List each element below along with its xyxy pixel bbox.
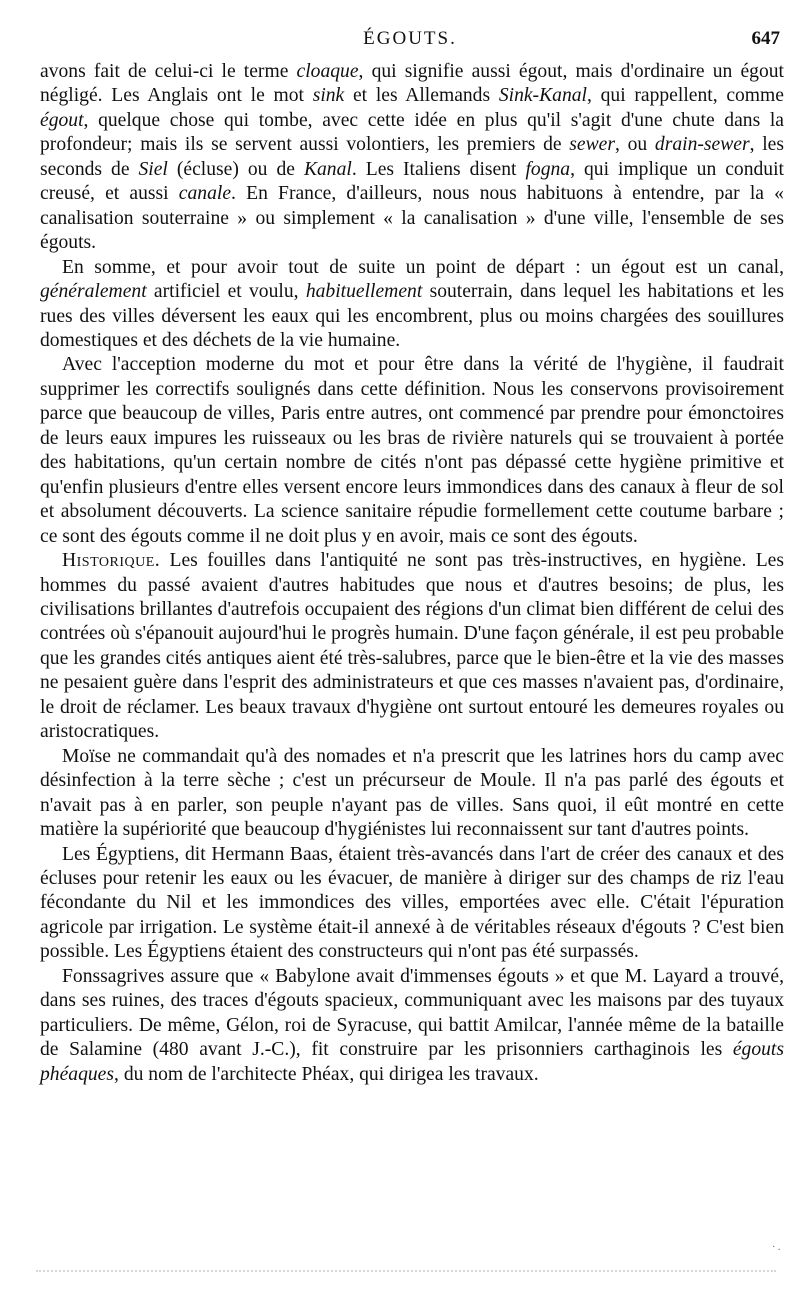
italic-term: sewer — [569, 134, 615, 156]
italic-term: Sink-Kanal — [498, 85, 587, 107]
italic-term: égouts phéaques — [40, 1039, 784, 1085]
page-header — [40, 28, 780, 52]
italic-term: canale — [178, 183, 232, 205]
italic-term: Siel — [138, 158, 168, 180]
italic-term: cloaque — [296, 61, 359, 82]
italic-term: fogna — [525, 158, 571, 180]
section-heading: Historique. — [62, 550, 161, 572]
text-run: , du nom de l'architecte Phéax, qui dirigea les travaux. — [114, 1063, 539, 1085]
text-run: , qui signifie aussi égout, mais d'ordinaire un égout négligé. Les Anglais ont le mot — [40, 61, 784, 107]
italic-term: généralement — [40, 281, 147, 303]
text-run: Avec l'acception moderne du mot et pour être dans la vérité de l'hygiène, il faudrait supprimer les correctifs soulignés dans cette définition. Nous les conservons provisoirement parce que beaucoup de villes, Paris entre autres, ont commencé par prendre pour émonctoires de leurs eaux impures les ruisseaux ou les bras de rivière naturels qui se trouvaient à portée des habitations, qu'un certain nombre de cités n'ont pas dépassé cette hygiène primitive et qu'enfin plusieurs d'entre elles versent encore leurs immondices dans des canaux à fleur de sol et absolument découverts. La science sanitaire répudie formellement cette coutume barbare ; ce sont des égouts comme il ne doit plus y en avoir, mais ce sont des égouts. — [40, 354, 784, 547]
text-run: Fonssagrives assure que « Babylone avait d'immenses égouts » et que M. Layard a trouvé, dans ses ruines, des traces d'égouts spacieux, communiquant avec les maisons par des tuyaux particuliers. De même, Gélon, roi de Syracuse, qui battit Amilcar, l'année même de la bataille de Salamine (480 avant J.-C.), fit construire par les prisonniers carthaginois les — [40, 965, 784, 1061]
paragraph — [40, 549, 784, 745]
text-run: souterrain, dans lequel les habitations et les rues des villes déversent les eaux qui les encombrent, plus ou moins chargées des souillures domestiques et des déchets de la vie humaine. — [40, 281, 784, 351]
paragraph — [40, 256, 784, 354]
text-run: artificiel et voulu, — [146, 281, 306, 303]
italic-term: égout — [40, 109, 84, 131]
page-number: 647 — [751, 28, 780, 49]
text-run: . Les Italiens disent — [351, 158, 526, 180]
text-run: , ou — [615, 134, 655, 156]
paragraph — [40, 745, 784, 843]
text-run: (écluse) ou de — [167, 158, 304, 180]
text-run: , qui rappellent, comme — [587, 85, 784, 107]
italic-term: sink — [312, 85, 345, 107]
italic-term: drain-sewer — [654, 134, 750, 156]
text-run: Moïse ne commandait qu'à des nomades et n'a prescrit que les latrines hors du camp avec désinfection à la terre sèche ; c'est un précurseur de Moule. Il n'a pas parlé des égouts et n'avait pas à en parler, son peuple n'ayant pas de villes. Sans quoi, il eût montré en cette matière la supériorité que beaucoup d'hygiénistes lui reconnaissent sur tant d'autres points. — [40, 745, 784, 841]
text-run: , qui implique un conduit creusé, et aussi — [40, 158, 784, 205]
bottom-bleed-marks — [36, 1270, 776, 1278]
paragraph — [40, 965, 784, 1087]
italic-term: habituellement — [305, 281, 423, 303]
margin-mark: · . — [772, 1242, 781, 1253]
body-text — [40, 60, 784, 1087]
text-run: , les seconds de — [40, 134, 784, 180]
paragraph — [40, 60, 784, 256]
paragraph — [40, 843, 784, 965]
running-head: ÉGOUTS. — [363, 28, 457, 49]
text-run: Les Égyptiens, dit Hermann Baas, étaient très-avancés dans l'art de créer des canaux et des écluses pour retenir les eaux ou les évacuer, de manière à diriger sur des champs de riz l'eau fécondante du Nil et les immondices des villes, emportées avec elle. C'était l'épuration agricole par irrigation. Le système était-il annexé à de véritables réseaux d'égouts ? C'est bien possible. Les Égyptiens étaient des constructeurs qui n'ont pas été surpassés. — [40, 843, 784, 963]
text-run: . En France, d'ailleurs, nous nous habituons à entendre, par la « canalisation souterraine » ou simplement « la canalisation » d'une ville, l'ensemble de ses égouts. — [40, 183, 784, 254]
text-run: Les fouilles dans l'antiquité ne sont pas très-instructives, en hygiène. Les hommes du passé avaient d'autres habitudes que nous et d'autres besoins; de plus, les civilisations brillantes d'autrefois occupaient des régions d'un climat bien différent de celui des contrées où s'épanouit aujourd'hui le progrès humain. D'une façon générale, il est peu probable que les grandes cités antiques aient été très-salubres, parce que le bien-être et la vie des masses ne pesaient guère dans l'esprit des administrateurs et que ces masses n'avaient pas, d'ordinaire, le droit de réclamer. Les beaux travaux d'hygiène ont surtout entouré les demeures royales ou aristocratiques. — [40, 550, 784, 743]
italic-term: Kanal — [303, 158, 352, 180]
text-run: , quelque chose qui tombe, avec cette idée en plus qu'il s'agit d'une chute dans la profondeur; mais ils se servent aussi volontiers, les premiers de — [40, 109, 784, 156]
text-run: et les Allemands — [344, 85, 499, 107]
paragraph — [40, 353, 784, 549]
text-run: En somme, et pour avoir tout de suite un point de départ : un égout est un canal, — [62, 256, 784, 278]
text-run: avons fait de celui-ci le terme — [40, 61, 297, 82]
